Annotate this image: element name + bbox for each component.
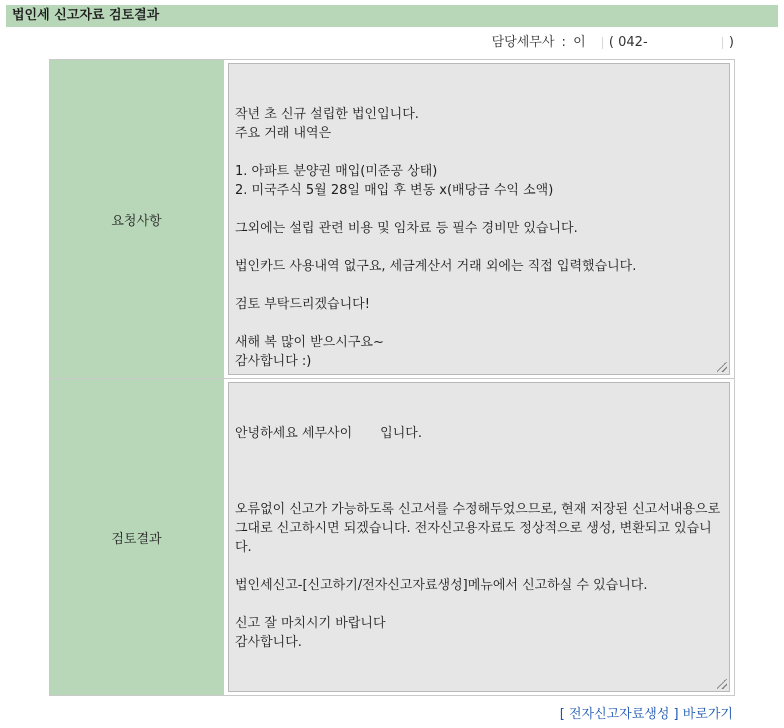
tax-manager-name: 이 [573,35,586,50]
request-line [235,200,723,219]
result-line [235,481,723,500]
result-cell [224,379,734,695]
request-textarea[interactable] [228,63,730,375]
request-line: 2. 미국주식 5월 28일 매입 후 변동 x(배당금 수익 소액) [235,183,554,198]
review-form-table [49,59,735,696]
request-line [235,276,723,295]
resize-grip-icon[interactable] [717,362,727,372]
result-greeting-pre: 안녕하세요 세무사이 [235,426,353,441]
result-label: 검토결과 [50,379,224,695]
result-greeting-post: 입니다. [380,426,422,441]
tax-manager-info [492,35,734,51]
redacted-name [352,428,380,440]
result-line [235,595,723,614]
resize-grip-icon[interactable] [717,679,727,689]
result-line: 신고 잘 마치시기 바랍니다 [235,616,386,631]
request-line [235,143,723,162]
result-line: 오류없이 신고가 가능하도록 신고서를 수정해두었으므로, 현재 저장된 신고서내용으로 그대로 신고하시면 되겠습니다. 전자신고용자료도 정상적으로 생성, 변환되고 있습니다. [235,502,725,555]
page-title: 법인세 신고자료 검토결과 [6,5,778,27]
request-line [235,314,723,333]
request-row [50,60,734,379]
tax-manager-separator: : [561,35,566,50]
result-line [235,557,723,576]
redacted-name [592,37,603,49]
request-line: 그외에는 설립 관련 비용 및 임차료 등 필수 경비만 있습니다. [235,221,578,236]
request-line: 1. 아파트 분양권 매입(미준공 상태) [235,164,438,179]
request-line: 검토 부탁드리겠습니다! [235,297,370,312]
e-filing-shortcut-link[interactable]: [ 전자신고자료생성 ] 바로가기 [559,707,733,722]
tax-manager-label: 담당세무사 [491,35,555,50]
redacted-phone [654,37,723,49]
result-greeting-line [235,424,723,443]
result-row [50,379,734,695]
request-line: 작년 초 신규 설립한 법인입니다. [235,107,419,122]
request-line: 법인카드 사용내역 없구요, 세금계산서 거래 외에는 직접 입력했습니다. [235,259,637,274]
request-line [235,238,723,257]
request-label: 요청사항 [50,60,224,378]
tax-manager-phone-suffix: ) [728,35,734,50]
tax-manager-phone-prefix: ( 042- [608,35,648,50]
request-line: 주요 거래 내역은 [235,126,332,141]
request-line: 감사합니다 :) [235,354,312,369]
request-cell [224,60,734,378]
result-line: 감사합니다. [235,635,302,650]
result-line: 법인세신고-[신고하기/전자신고자료생성]메뉴에서 신고하실 수 있습니다. [235,578,648,593]
request-line: 새해 복 많이 받으시구요~ [235,335,384,350]
result-textarea[interactable] [228,382,730,692]
